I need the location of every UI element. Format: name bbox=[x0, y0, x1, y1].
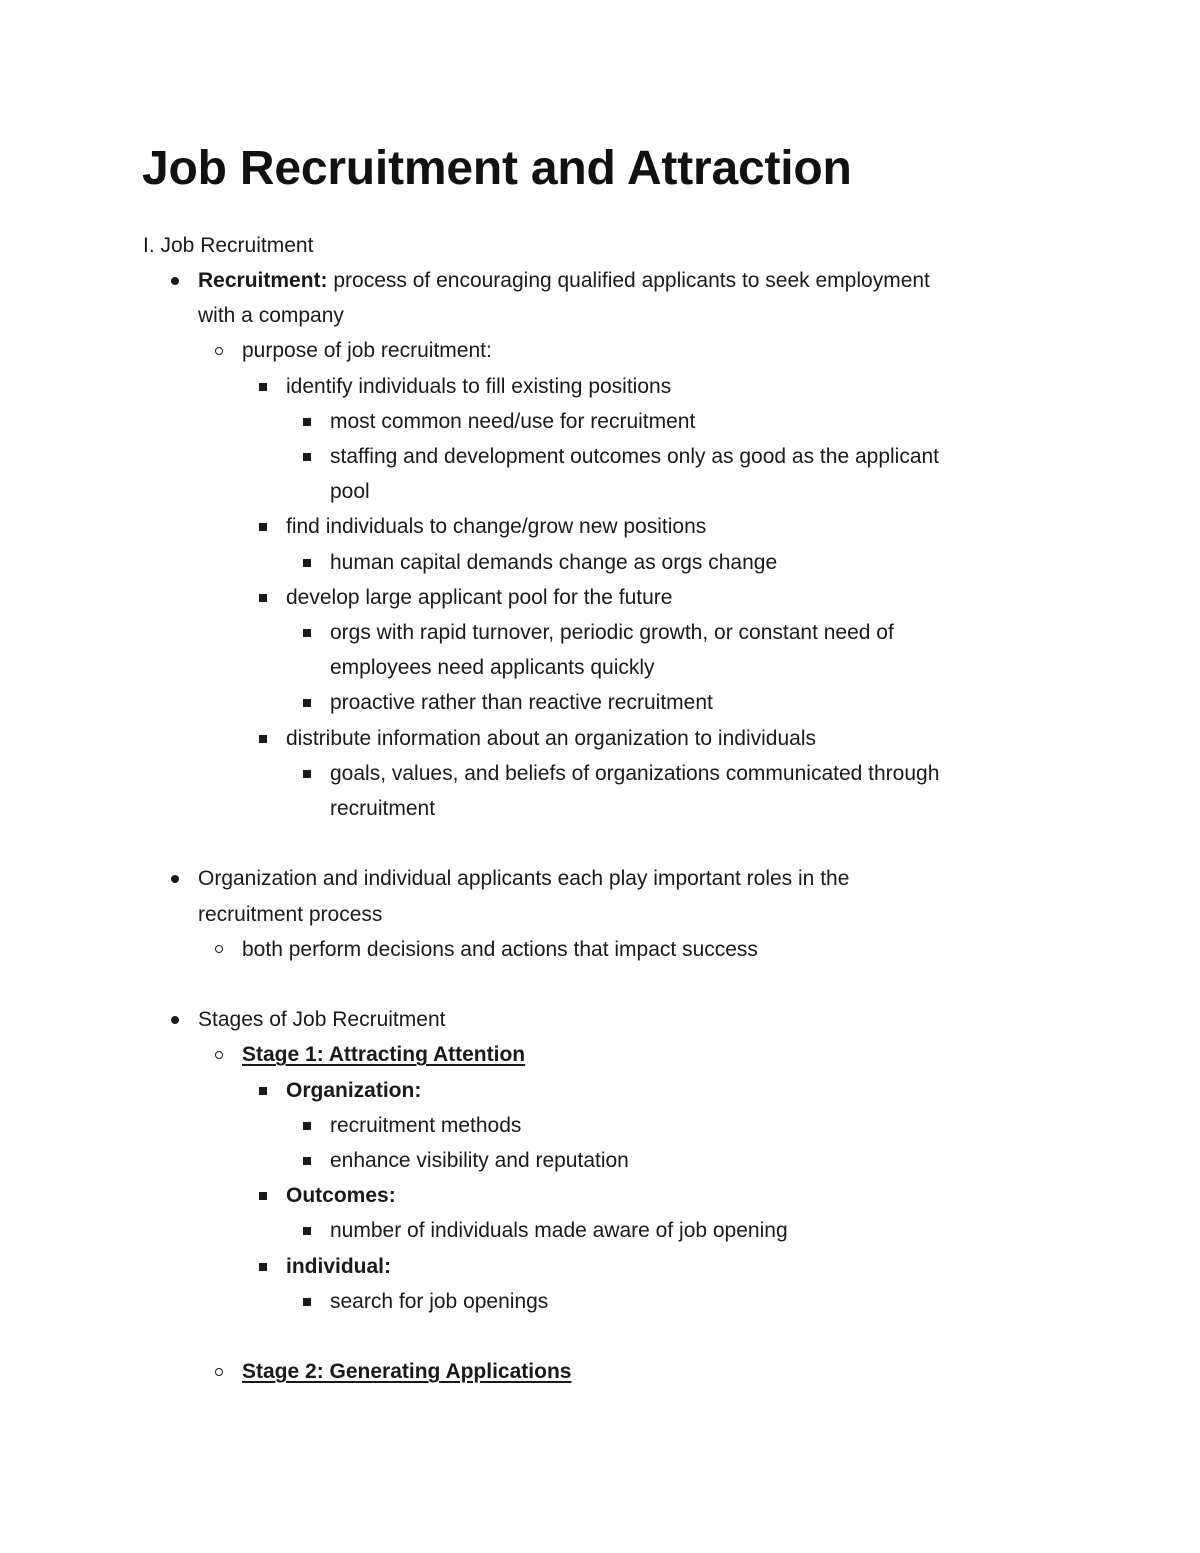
list-item-text: develop large applicant pool for the future bbox=[286, 585, 673, 609]
list-item bbox=[0, 580, 1200, 615]
definition-text: process of encouraging qualified applicants to seek employment bbox=[327, 269, 930, 292]
list-item-text: Stages of Job Recruitment bbox=[198, 1008, 446, 1032]
stage-2-heading: Stage 2: Generating Applications bbox=[242, 1360, 572, 1384]
list-item-continuation bbox=[0, 791, 1200, 826]
list-item bbox=[0, 1073, 1200, 1108]
list-item-text: number of individuals made aware of job opening bbox=[330, 1219, 788, 1243]
list-item-text: goals, values, and beliefs of organizations communicated through bbox=[330, 761, 940, 785]
list-item-text: distribute information about an organization to individuals bbox=[286, 726, 816, 750]
list-item bbox=[0, 861, 1200, 896]
list-item bbox=[0, 263, 1200, 298]
list-item bbox=[0, 1354, 1200, 1389]
list-item bbox=[0, 439, 1200, 474]
list-item-continuation bbox=[0, 650, 1200, 685]
list-item bbox=[0, 1249, 1200, 1284]
organization-label: Organization: bbox=[286, 1078, 422, 1102]
outcomes-label: Outcomes: bbox=[286, 1184, 396, 1208]
list-item-text: most common need/use for recruitment bbox=[330, 409, 696, 433]
list-item-text: pool bbox=[330, 480, 370, 504]
list-item-text: orgs with rapid turnover, periodic growth, or constant need of bbox=[330, 621, 894, 645]
list-item-text: find individuals to change/grow new positions bbox=[286, 515, 707, 539]
list-item-text: recruitment methods bbox=[330, 1113, 522, 1137]
list-item-text: human capital demands change as orgs change bbox=[330, 550, 778, 574]
document-title: Job Recruitment and Attraction bbox=[142, 142, 852, 195]
list-item bbox=[0, 932, 1200, 967]
list-item-continuation bbox=[0, 298, 1200, 333]
list-item-text: recruitment process bbox=[198, 902, 383, 926]
list-item bbox=[0, 404, 1200, 439]
list-item-text: search for job openings bbox=[330, 1289, 549, 1313]
list-item-continuation bbox=[0, 897, 1200, 932]
list-item bbox=[0, 1178, 1200, 1213]
list-item bbox=[0, 1143, 1200, 1178]
list-item bbox=[0, 509, 1200, 544]
individual-label: individual: bbox=[286, 1254, 391, 1278]
list-item-text: purpose of job recruitment: bbox=[242, 339, 492, 363]
term-recruitment: Recruitment: bbox=[198, 269, 328, 292]
list-item-text: enhance visibility and reputation bbox=[330, 1149, 629, 1173]
list-item-continuation bbox=[0, 474, 1200, 509]
list-item-text: identify individuals to fill existing positions bbox=[286, 374, 672, 398]
list-item-text: both perform decisions and actions that impact success bbox=[242, 937, 758, 961]
list-item bbox=[0, 1037, 1200, 1072]
list-item-text: recruitment bbox=[330, 797, 436, 821]
list-item-text: Organization and individual applicants each play important roles in the bbox=[198, 867, 850, 891]
list-item bbox=[0, 1108, 1200, 1143]
stage-1-heading: Stage 1: Attracting Attention bbox=[242, 1043, 526, 1067]
definition-text: with a company bbox=[198, 304, 344, 328]
list-item bbox=[0, 369, 1200, 404]
list-item-text: employees need applicants quickly bbox=[330, 656, 655, 680]
list-item bbox=[0, 685, 1200, 720]
list-item-text: staffing and development outcomes only as good as the applicant bbox=[330, 445, 940, 469]
list-item bbox=[0, 333, 1200, 368]
outline-list bbox=[0, 263, 1200, 1389]
list-item bbox=[0, 756, 1200, 791]
list-item bbox=[0, 545, 1200, 580]
list-item bbox=[0, 1284, 1200, 1319]
list-item-text: proactive rather than reactive recruitment bbox=[330, 691, 713, 715]
list-item bbox=[0, 1002, 1200, 1037]
section-heading: I. Job Recruitment bbox=[143, 234, 314, 257]
list-item bbox=[0, 1213, 1200, 1248]
list-item bbox=[0, 721, 1200, 756]
list-item bbox=[0, 615, 1200, 650]
